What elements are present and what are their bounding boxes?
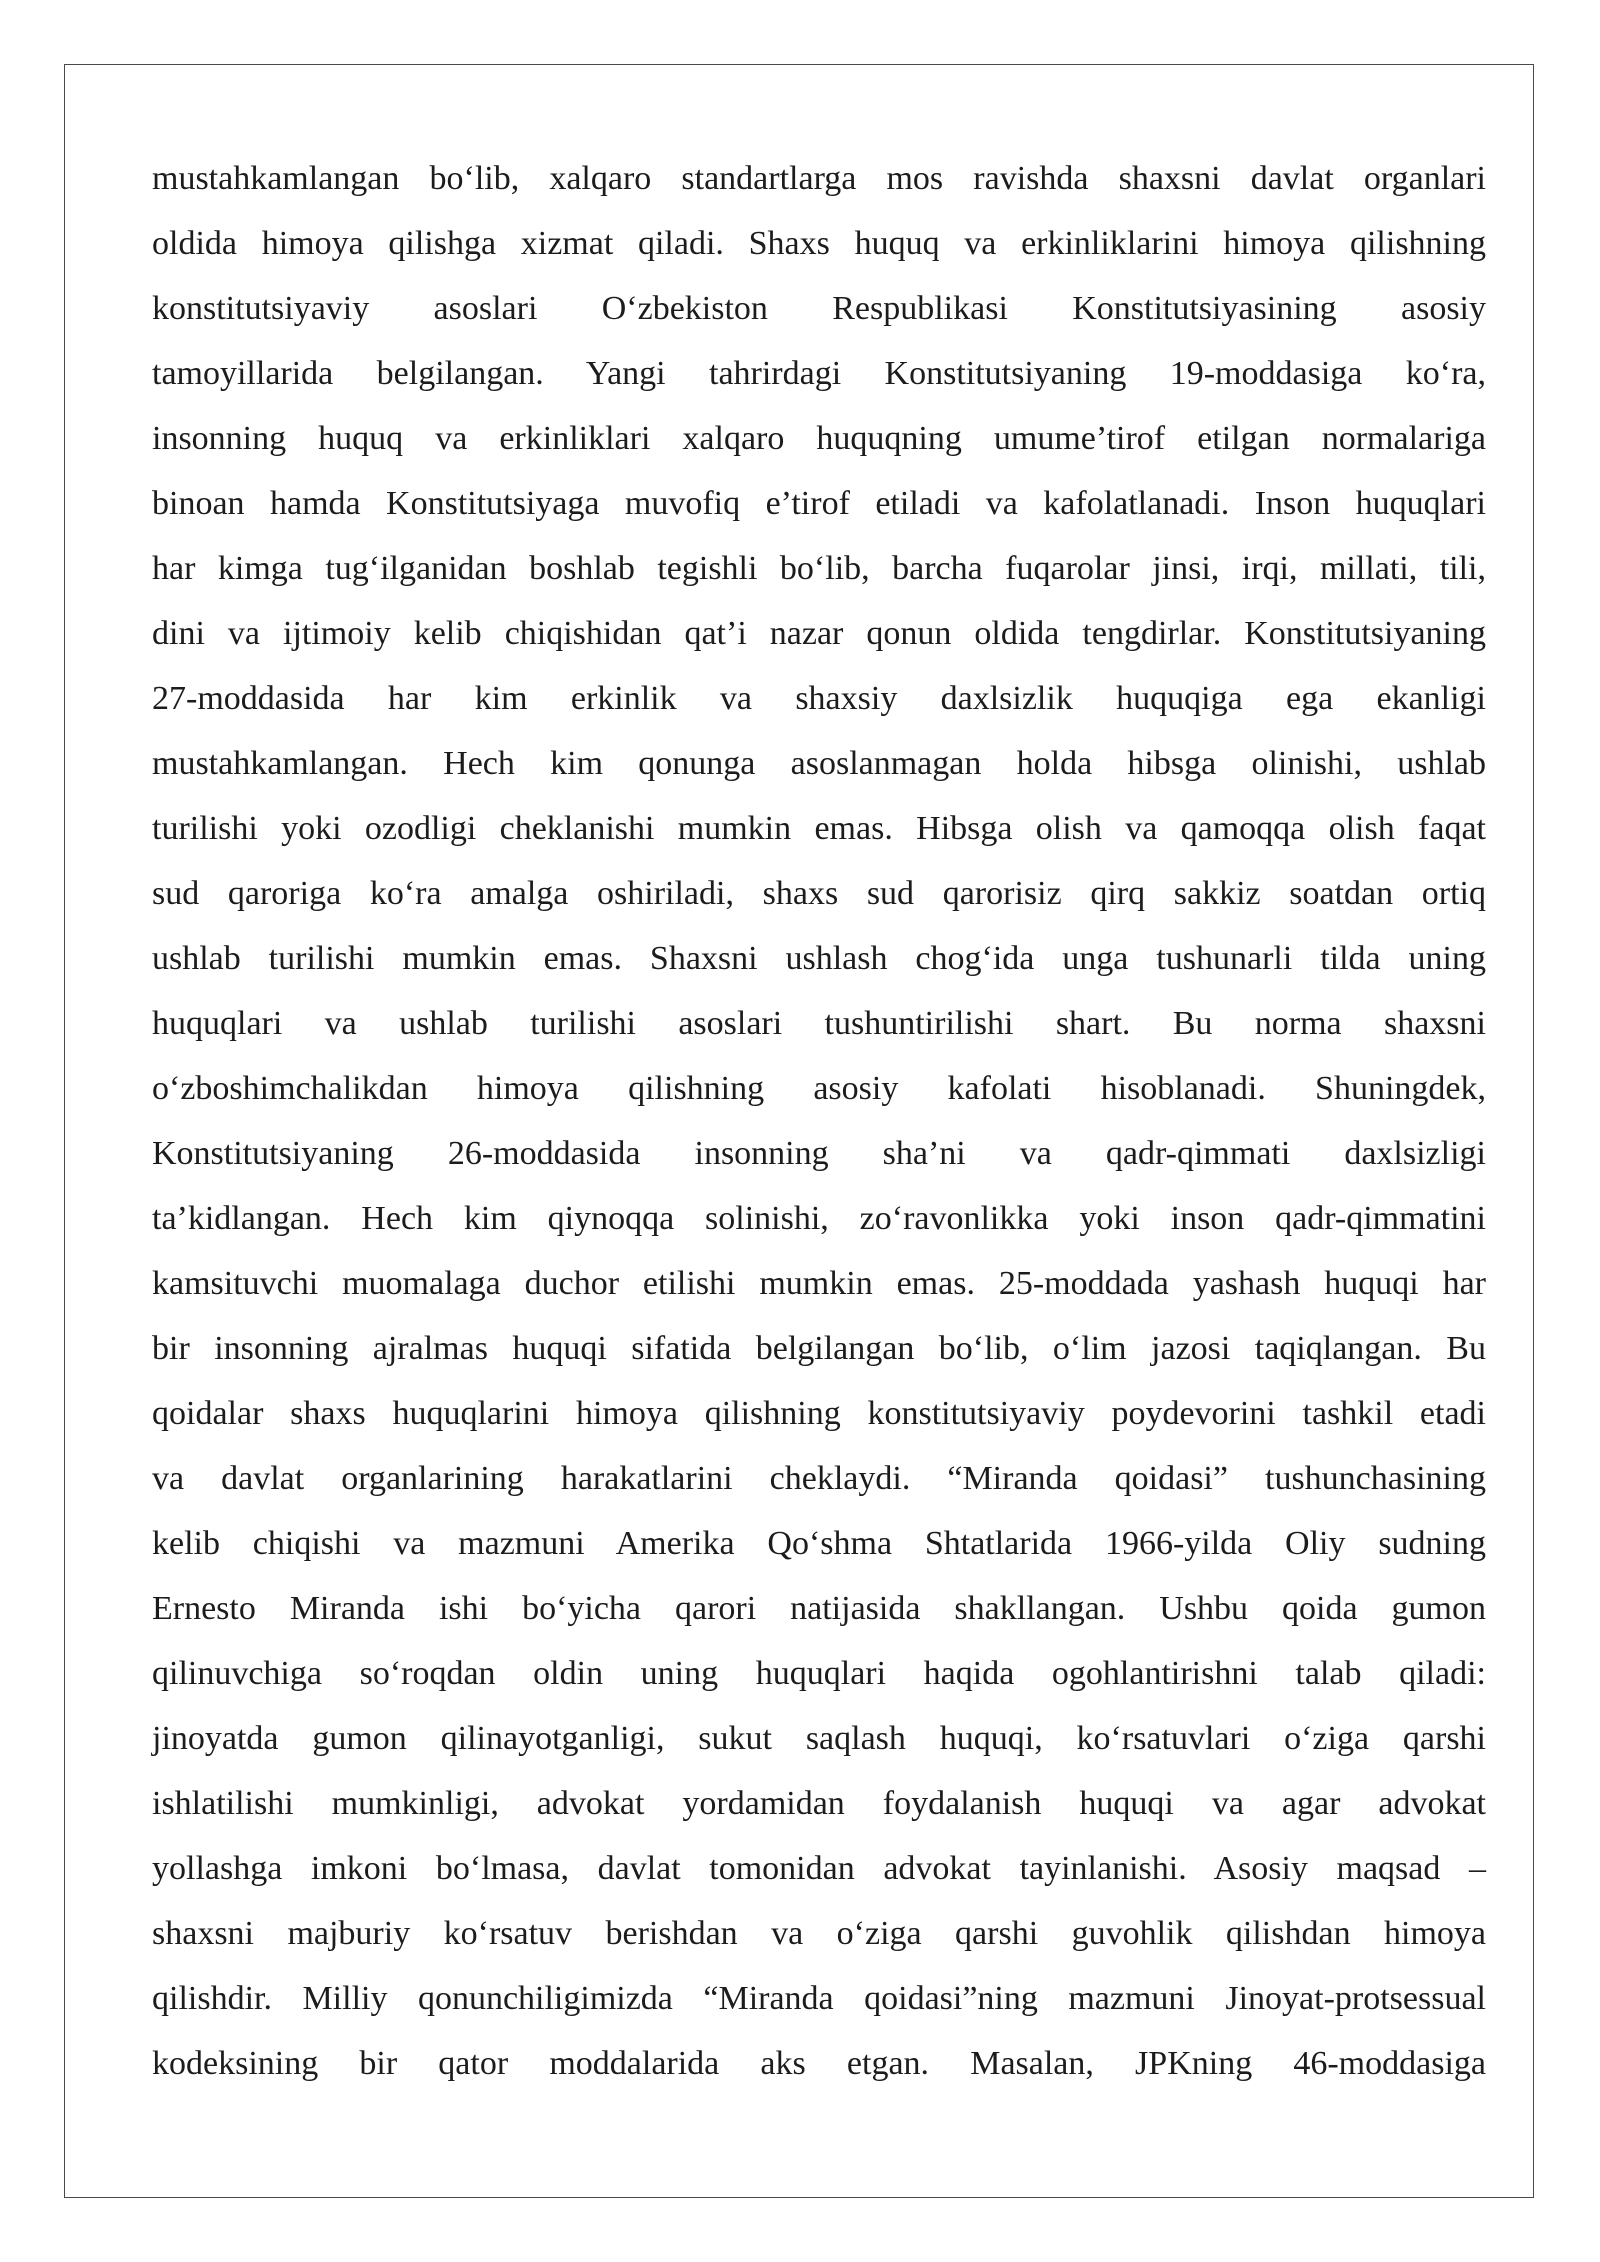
text-line: ta’kidlangan. Hech kim qiynoqqa solinishi, zo‘ravonlikka yoki inson qadr-qimmatini (152, 1200, 1486, 1237)
text-line: binoan hamda Konstitutsiyaga muvofiq e’tirof etiladi va kafolatlanadi. Inson huquqlari (152, 485, 1486, 522)
text-line: yollashga imkoni bo‘lmasa, davlat tomonidan advokat tayinlanishi. Asosiy maqsad – (152, 1850, 1486, 1887)
text-line: bir insonning ajralmas huquqi sifatida belgilangan bo‘lib, o‘lim jazosi taqiqlangan. Bu (152, 1330, 1486, 1367)
text-line: kamsituvchi muomalaga duchor etilishi mumkin emas. 25-moddada yashash huquqi har (152, 1265, 1486, 1302)
text-line: insonning huquq va erkinliklari xalqaro huquqning umume’tirof etilgan normalariga (152, 420, 1486, 457)
text-line: sud qaroriga ko‘ra amalga oshiriladi, shaxs sud qarorisiz qirq sakkiz soatdan ortiq (152, 875, 1486, 912)
text-line: kodeksining bir qator moddalarida aks etgan. Masalan, JPKning 46-moddasiga (152, 2045, 1486, 2082)
text-line: 27-moddasida har kim erkinlik va shaxsiy daxlsizlik huquqiga ega ekanligi (152, 680, 1486, 717)
text-line: Ernesto Miranda ishi bo‘yicha qarori natijasida shakllangan. Ushbu qoida gumon (152, 1590, 1486, 1627)
text-line: konstitutsiyaviy asoslari O‘zbekiston Respublikasi Konstitutsiyasining asosiy (152, 290, 1486, 327)
text-line: huquqlari va ushlab turilishi asoslari tushuntirilishi shart. Bu norma shaxsni (152, 1005, 1486, 1042)
text-line: mustahkamlangan. Hech kim qonunga asoslanmagan holda hibsga olinishi, ushlab (152, 745, 1486, 782)
text-line: qoidalar shaxs huquqlarini himoya qilishning konstitutsiyaviy poydevorini tashkil etadi (152, 1395, 1486, 1432)
text-line: kelib chiqishi va mazmuni Amerika Qo‘shma Shtatlarida 1966-yilda Oliy sudning (152, 1525, 1486, 1562)
text-line: qilishdir. Milliy qonunchiligimizda “Miranda qoidasi”ning mazmuni Jinoyat-protsessual (152, 1980, 1486, 2017)
text-line: va davlat organlarining harakatlarini cheklaydi. “Miranda qoidasi” tushunchasining (152, 1460, 1486, 1497)
body-paragraph (152, 146, 1486, 2096)
text-line: Konstitutsiyaning 26-moddasida insonning sha’ni va qadr-qimmati daxlsizligi (152, 1135, 1486, 1172)
text-line: ushlab turilishi mumkin emas. Shaxsni ushlash chog‘ida unga tushunarli tilda uning (152, 940, 1486, 977)
text-line: turilishi yoki ozodligi cheklanishi mumkin emas. Hibsga olish va qamoqqa olish faqat (152, 810, 1486, 847)
text-line: har kimga tug‘ilganidan boshlab tegishli bo‘lib, barcha fuqarolar jinsi, irqi, millati, tili, (152, 550, 1486, 587)
text-line: tamoyillarida belgilangan. Yangi tahrirdagi Konstitutsiyaning 19-moddasiga ko‘ra, (152, 355, 1486, 392)
text-line: ishlatilishi mumkinligi, advokat yordamidan foydalanish huquqi va agar advokat (152, 1785, 1486, 1822)
text-line: o‘zboshimchalikdan himoya qilishning asosiy kafolati hisoblanadi. Shuningdek, (152, 1070, 1486, 1107)
text-line: dini va ijtimoiy kelib chiqishidan qat’i nazar qonun oldida tengdirlar. Konstitutsiyaning (152, 615, 1486, 652)
text-line: qilinuvchiga so‘roqdan oldin uning huquqlari haqida ogohlantirishni talab qiladi: (152, 1655, 1486, 1692)
text-line: oldida himoya qilishga xizmat qiladi. Shaxs huquq va erkinliklarini himoya qilishning (152, 225, 1486, 262)
text-line: shaxsni majburiy ko‘rsatuv berishdan va o‘ziga qarshi guvohlik qilishdan himoya (152, 1915, 1486, 1952)
text-line: mustahkamlangan bo‘lib, xalqaro standartlarga mos ravishda shaxsni davlat organlari (152, 160, 1486, 197)
text-line: jinoyatda gumon qilinayotganligi, sukut saqlash huquqi, ko‘rsatuvlari o‘ziga qarshi (152, 1720, 1486, 1757)
